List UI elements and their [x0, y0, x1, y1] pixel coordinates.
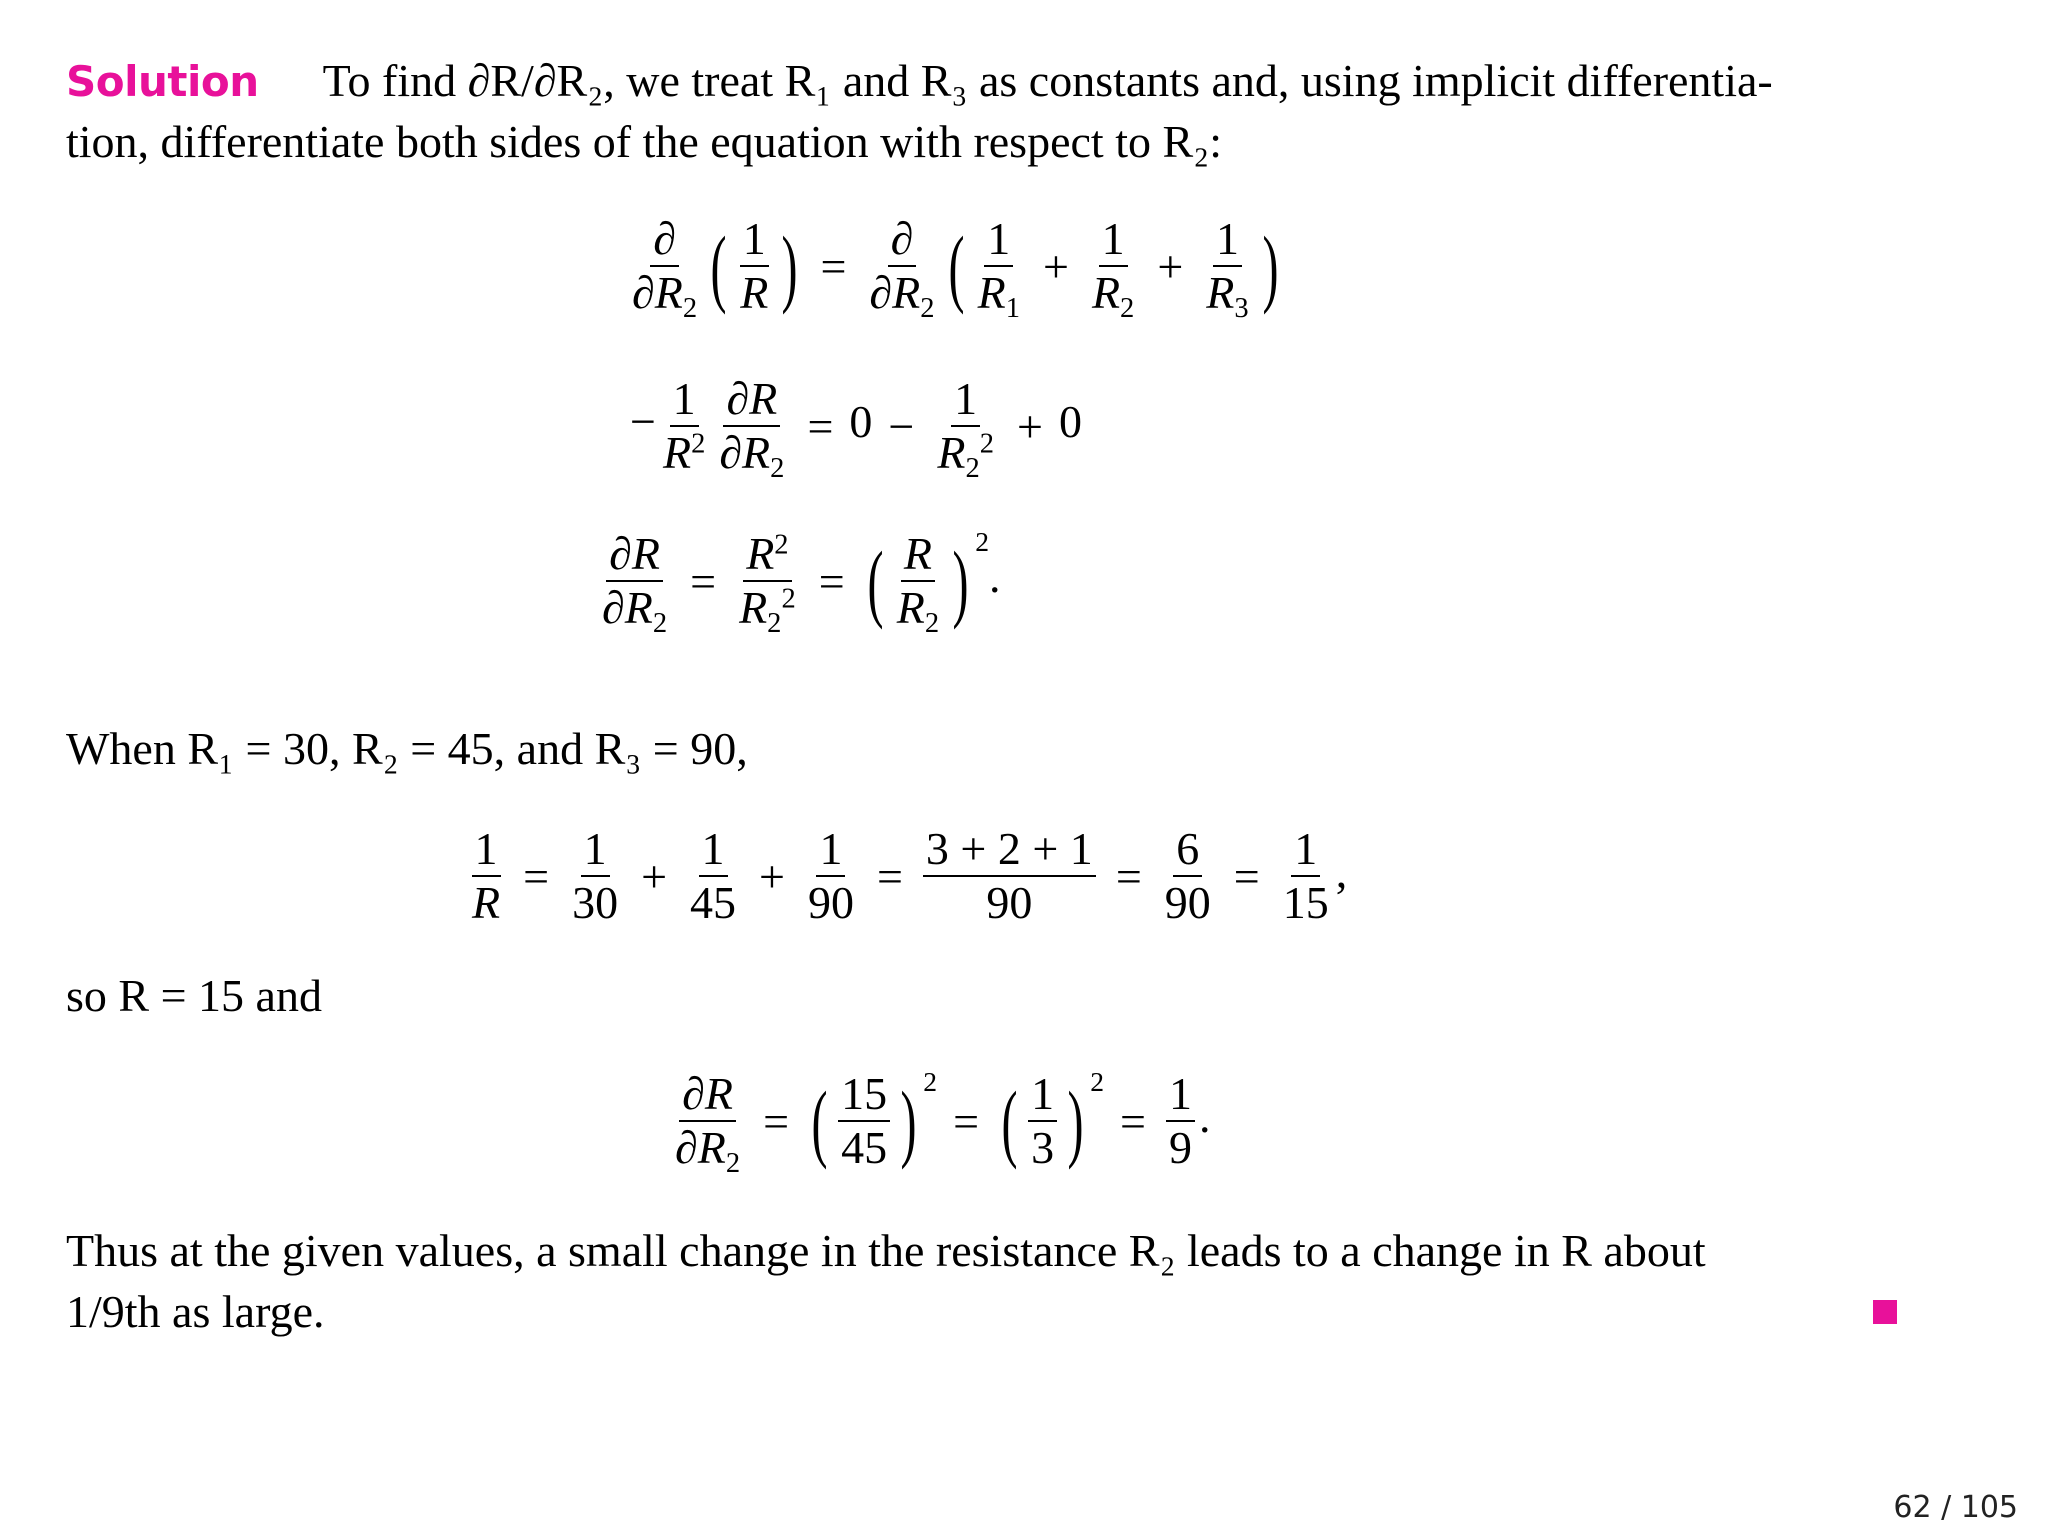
intro-text-line-1: To find ∂R/∂R₂, we treat R₁ and R₃ as constants and, using implicit differentia-	[322, 55, 1773, 106]
conclusion-text-2: 1/9th as large.	[66, 1286, 325, 1337]
partial-R-partial-R2-final: $\frac{\partial R}{\partial R_2}$	[675, 1068, 741, 1180]
R-squared-over-R2-squared: $\frac{R^2}{R_2^2}$	[739, 528, 796, 640]
one-over-R-squared: $\frac{1}{R^2}$	[662, 373, 706, 479]
reciprocal-R: $\frac{1}{R}$	[740, 213, 769, 319]
page-number: 62 / 105	[1893, 1490, 2018, 1525]
six-over-90: $\frac{6}{90}$	[1164, 823, 1211, 929]
conclusion-text-1: Thus at the given values, a small change in the resistance R₂ leads to a change in R about	[66, 1225, 1706, 1276]
equation-differentiate: $\frac{\partial}{\partial R_2}$ ( $\frac{1}{R}$ ) = $\frac{\partial}{\partial R_2}$ ( $\frac{1}{R_1}$ + $\frac{1}{R_2}$ + $\frac{1}{R_3}$ )	[625, 215, 1285, 318]
partial-R-partial-R2: $\frac{\partial R}{\partial R_2}$	[719, 373, 785, 485]
when-paragraph	[66, 718, 748, 779]
one-third: $\frac{1}{3}$	[1028, 1070, 1057, 1173]
intro-paragraph	[66, 50, 1773, 112]
so-paragraph	[66, 965, 322, 1026]
fifteen-over-45: $\frac{15}{45}$	[838, 1070, 890, 1173]
so-text: so R = 15 and	[66, 970, 322, 1021]
reciprocal-R1: $\frac{1}{R_1}$	[977, 213, 1020, 325]
end-of-proof-square-icon	[1873, 1300, 1897, 1324]
one-over-R: $\frac{1}{R}$	[472, 823, 501, 929]
sum-over-90: $\frac{3 + 2 + 1}{90}$	[923, 825, 1096, 928]
partial-operator-rhs: $\frac{\partial}{\partial R_2}$	[869, 213, 935, 325]
intro-paragraph-line-2	[66, 111, 1222, 172]
partial-R-partial-R2-result: $\frac{\partial R}{\partial R_2}$	[602, 528, 668, 640]
one-over-15: $\frac{1}{15}$	[1282, 823, 1329, 929]
reciprocal-R2: $\frac{1}{R_2}$	[1091, 213, 1135, 325]
R-over-R2: $\frac{R}{R_2}$	[896, 528, 940, 640]
intro-text-line-2: tion, differentiate both sides of the equation with respect to R₂:	[66, 116, 1222, 167]
one-over-45: $\frac{1}{45}$	[690, 823, 737, 929]
equation-resistance-sum: $\frac{1}{R}$ = $\frac{1}{30}$ + $\frac{1}{45}$ + $\frac{1}{90}$ = $\frac{3 + 2 + 1}{90}$ = $\frac{6}{90}$ = $\frac{1}{15}$ ,	[465, 825, 1347, 928]
equation-derivative-result: $\frac{\partial R}{\partial R_2}$ = $\frac{R^2}{R_2^2}$ = ( $\frac{R}{R_2}$ ) 2.	[595, 530, 1001, 633]
solution-label: Solution	[66, 57, 259, 106]
one-ninth: $\frac{1}{9}$	[1166, 1070, 1195, 1173]
equation-final-value: $\frac{\partial R}{\partial R_2}$ = ( $\frac{15}{45}$ ) 2= ( $\frac{1}{3}$ ) 2= $\frac{1}{9}$ .	[668, 1070, 1211, 1173]
equation-implicit-derivative: − $\frac{1}{R^2}$ $\frac{\partial R}{\partial R_2}$ = 0 − $\frac{1}{R_2^2}$ + 0	[630, 373, 1082, 485]
reciprocal-R3: $\frac{1}{R_3}$	[1206, 213, 1249, 325]
when-text: When R₁ = 30, R₂ = 45, and R₃ = 90,	[66, 723, 748, 774]
one-over-30: $\frac{1}{30}$	[572, 823, 619, 929]
conclusion-line-1	[66, 1220, 1706, 1281]
one-over-90: $\frac{1}{90}$	[807, 823, 854, 929]
one-over-R2-squared: $\frac{1}{R_2^2}$	[937, 373, 994, 485]
partial-operator-lhs: $\frac{\partial}{\partial R_2}$	[632, 213, 698, 325]
conclusion-line-2	[66, 1281, 324, 1342]
